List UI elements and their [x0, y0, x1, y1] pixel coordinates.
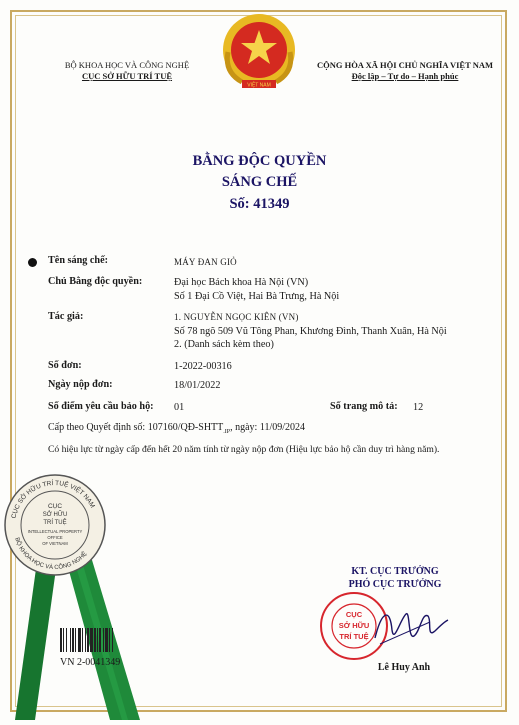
issuer-header	[32, 60, 222, 82]
description-pages-label: Số trang mô tả:	[330, 401, 398, 412]
application-number-label: Số đơn:	[48, 360, 82, 371]
filing-date-value: 18/01/2022	[174, 380, 221, 391]
punch-hole	[28, 258, 37, 267]
stamp-text-2: SỞ HỮU	[338, 621, 370, 630]
seal-center-1: CỤC	[47, 503, 63, 510]
national-emblem-icon	[220, 12, 298, 94]
handwritten-signature	[370, 600, 450, 650]
claims-count-label: Số điểm yêu cầu bảo hộ:	[48, 401, 154, 412]
seal-center-4: INTELLECTUAL PROPERTY	[27, 529, 83, 534]
signature-line-1: KT. CỤC TRƯỞNG	[351, 566, 439, 577]
barcode	[60, 628, 144, 652]
author-list-note: 2. (Danh sách kèm theo)	[174, 339, 274, 350]
author-label: Tác giả:	[48, 311, 84, 322]
office-name: CỤC SỞ HỮU TRÍ TUỆ	[81, 71, 173, 81]
signature-title	[320, 565, 470, 591]
emblem-ribbon-text: VIỆT NAM	[247, 82, 271, 89]
decision-suffix: .IP	[223, 429, 231, 435]
owner-name: Đại học Bách khoa Hà Nội (VN)	[174, 277, 309, 288]
owner-value	[174, 276, 339, 303]
country-motto: Độc lập – Tự do – Hạnh phúc	[351, 71, 459, 81]
seal-center-5: OFFICE	[47, 535, 63, 540]
claims-count-value: 01	[174, 402, 185, 413]
invention-name-label: Tên sáng chế:	[48, 255, 108, 266]
decision-number: Cấp theo Quyết định số: 107160/QĐ-SHTT	[48, 422, 224, 433]
author-name: 1. NGUYỄN NGỌC KIÊN (VN)	[174, 312, 299, 322]
owner-address: Số 1 Đại Cồ Việt, Hai Bà Trưng, Hà Nội	[174, 290, 340, 302]
seal-bottom-text: BỘ KHOA HỌC VÀ CÔNG NGHỆ	[13, 536, 89, 572]
decision-line	[48, 422, 305, 435]
seal-center-6: OF VIETNAM	[42, 541, 68, 546]
office-seal-icon	[0, 470, 110, 580]
document-subtitle: SÁNG CHẾ	[221, 174, 298, 190]
invention-name-value: MÁY ĐAN GIỎ	[174, 257, 237, 267]
description-pages-value: 12	[413, 402, 424, 413]
owner-label: Chủ Bằng độc quyền:	[48, 276, 143, 287]
filing-date-label: Ngày nộp đơn:	[48, 379, 113, 390]
country-name: CỘNG HÒA XÃ HỘI CHỦ NGHĨA VIỆT NAM	[316, 60, 494, 70]
barcode-number: VN 2-0041349	[60, 657, 121, 668]
author-address: Số 78 ngõ 509 Vũ Tông Phan, Khương Đình, Thanh Xuân, Hà Nội	[174, 325, 447, 337]
seal-ring-text: CỤC SỞ HỮU TRÍ TUỆ VIỆT NAM	[10, 479, 96, 520]
country-header	[300, 60, 510, 82]
stamp-text-3: TRÍ TUỆ	[339, 632, 369, 641]
seal-center-3: TRÍ TUỆ	[43, 520, 67, 526]
signature-line-2: PHÓ CỤC TRƯỞNG	[348, 579, 442, 590]
author-value	[174, 311, 447, 352]
stamp-text-1: CỤC	[345, 610, 363, 619]
seal-center-2: SỞ HỮU	[42, 512, 68, 518]
application-number-value: 1-2022-00316	[174, 361, 232, 372]
validity-note: Có hiệu lực từ ngày cấp đến hết 20 năm tính từ ngày nộp đơn (Hiệu lực bảo hộ cần duy trì hàng năm).	[48, 444, 440, 455]
decision-date: , ngày: 11/09/2024	[230, 422, 306, 433]
certificate-number: Số: 41349	[229, 196, 290, 212]
signer-name: Lê Huy Anh	[377, 662, 431, 673]
document-title: BẰNG ĐỘC QUYỀN	[192, 153, 327, 169]
ministry-name: BỘ KHOA HỌC VÀ CÔNG NGHỆ	[64, 60, 190, 70]
